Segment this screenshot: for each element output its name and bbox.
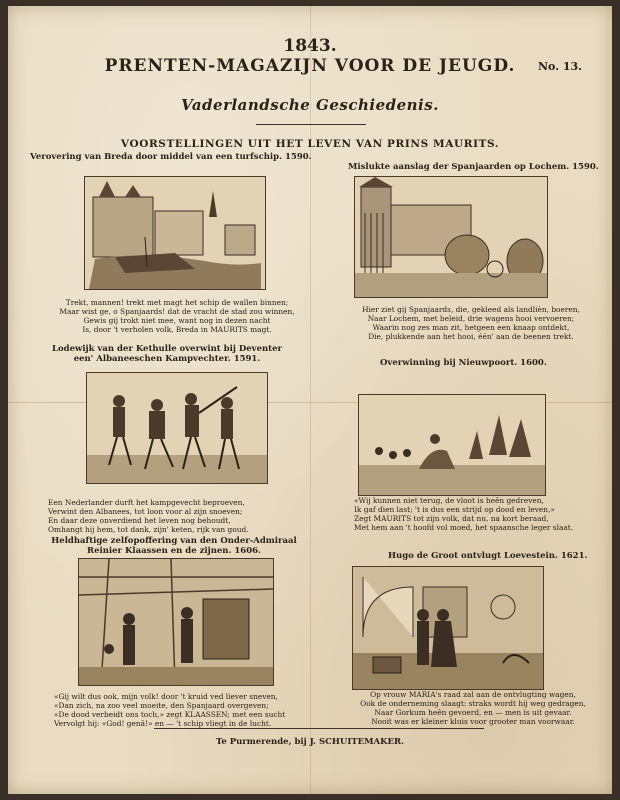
verse-line: En daar deze onverdiend het leven nog behoudt, [48,516,231,525]
section-heading: VOORSTELLINGEN UIT HET LEVEN VAN PRINS MAURITS. [120,138,500,150]
verse-line: Maar wist ge, o Spanjaards! dat de vracht de stad zou winnen, [59,307,295,316]
panel-5-verse [54,692,314,728]
verse-line: Waarin nog zes man zit, hetgeen een knaap ontdekt, [372,323,570,332]
subtitle: Vaderlandsche Geschiedenis. [181,96,439,114]
verse-line: «Gij wilt dus ook, mijn volk! door 't kruid ved liever sneven, [54,692,278,701]
panel-6-verse [338,690,608,726]
panel-3-engraving [86,372,268,484]
verse-line: Gewis gij trokt niet mee, want nog in dezen nacht [83,316,271,325]
panel-2-engraving [354,176,548,298]
verse-line: Ook de onderneming slaagt: straks wordt hij weg gedragen, [360,699,586,708]
year: 1843. [283,36,337,56]
verse-line: «Wij kunnen niet terug, de vloot is heên gedreven, [354,496,544,505]
verse-line: Die, plukkende aan het hooi, één' aan de beenen trekt. [368,332,574,341]
panel-4-caption: Overwinning bij Nieuwpoort. 1600. [380,358,547,368]
panel-2-verse [338,305,604,341]
panel-2-caption: Mislukte aanslag der Spanjaarden op Lochem. 1590. [348,162,599,172]
verse-line: Naar Gorkum heên gevoerd, en — men is uit gevaar. [374,708,572,717]
panel-3-caption: Lodewijk van der Kethulle overwint bij Deventer een' Albaneeschen Kampvechter. 1591. [52,344,282,364]
subtitle-rule [256,124,366,125]
panel-5-engraving [78,558,274,686]
print-sheet [8,6,612,794]
verse-line: Naar Lochem, met beleid, drie wagens hooi vervoeren; [367,314,575,323]
panel-3-verse [48,498,308,534]
verse-line: Verwint den Albanees, tot loon voor al zijn snoeven; [48,507,243,516]
verse-line: Trekt, mannen! trekt met magt het schip de wallen binnen; [65,298,289,307]
verse-line: Op vrouw MARIA's raad zal aan de ontvlugting wagen, [370,690,576,699]
verse-line: Zegt MAURITS tot zijn volk, dat nu, na kort beraad, [354,514,549,523]
panel-5-caption: Heldhaftige zelfopoffering van den Onder-Admiraal Reinier Klaassen en de zijnen. 1606. [51,536,297,556]
verse-line: Nooit was er kleiner kluis voor grooter man voorwaar. [371,717,575,726]
publisher-imprint: Te Purmerende, bij J. SCHUITEMAKER. [215,737,404,747]
verse-line: Met hem aan 't hoofd vol moed, het spaansche leger slaat. [354,523,574,532]
verse-line: Omhangt hij hem, tot dank, zijn' keten, rijk van goud. [48,525,249,534]
panel-6-caption: Hugo de Groot ontvlugt Loevestein. 1621. [388,551,588,561]
verse-line: Is, door 't verholen volk, Breda in MAURITS magt. [82,325,272,334]
verse-line: Vervolgt hij: «God! genâ!» en — 't schip vliegt in de lucht. [54,719,272,728]
panel-4-engraving [358,394,546,496]
verse-line: «De dood verbeidt ons toch,» zegt KLAASSEN; met een sucht [54,710,286,719]
panel-1-caption: Verovering van Breda door middel van een turfschip. 1590. [30,152,312,162]
verse-line: «Dan zich, na zoo veel moeite, den Spanjaard overgeven; [54,701,269,710]
panel-1-verse [42,298,312,334]
issue-number: No. 13. [538,60,582,73]
panel-4-verse [354,496,604,532]
verse-line: Hier ziet gij Spanjaards, die, gekleed als landlièn, boeren, [362,305,580,314]
page-title: PRENTEN-MAGAZIJN VOOR DE JEUGD. [104,56,516,76]
verse-line: Een Nederlander durft het kampgevecht beproeven, [48,498,245,507]
footer-rule [154,728,484,729]
panel-1-engraving [84,176,266,290]
verse-line: Ik gaf dien last; 't is dus een strijd op dood en leven,» [354,505,555,514]
panel-6-engraving [352,566,544,690]
